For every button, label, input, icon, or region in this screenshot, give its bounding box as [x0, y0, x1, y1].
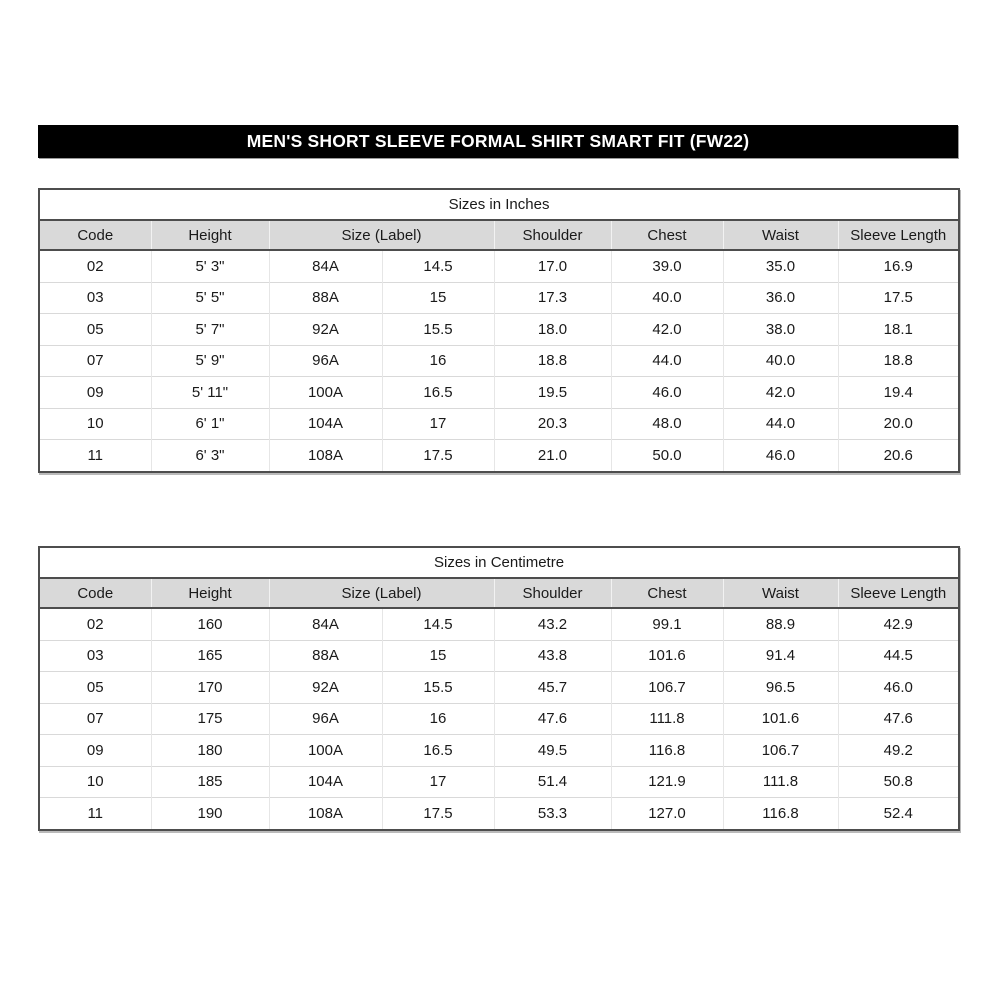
table-cell: 111.8	[611, 703, 723, 735]
table-cell: 40.0	[611, 282, 723, 314]
table-cell: 21.0	[494, 440, 611, 472]
table-cell: 43.2	[494, 608, 611, 640]
table-cell: 46.0	[723, 440, 838, 472]
table-body	[39, 250, 959, 472]
table-cell: 175	[151, 703, 269, 735]
table-cell: 108A	[269, 798, 382, 830]
table-cell: 101.6	[611, 640, 723, 672]
table-row	[39, 766, 959, 798]
table-cell: 96A	[269, 703, 382, 735]
table-cell: 51.4	[494, 766, 611, 798]
table-cell: 49.2	[838, 735, 959, 767]
table-cell: 20.0	[838, 408, 959, 440]
table-cell: 92A	[269, 672, 382, 704]
column-header-sleeve-length: Sleeve Length	[838, 220, 959, 250]
table-cell: 44.0	[611, 345, 723, 377]
table-cell: 5' 9"	[151, 345, 269, 377]
table-cell: 170	[151, 672, 269, 704]
table-cell: 108A	[269, 440, 382, 472]
table-cell: 46.0	[838, 672, 959, 704]
column-header-row	[39, 220, 959, 250]
table-cell: 106.7	[611, 672, 723, 704]
table-cell: 46.0	[611, 377, 723, 409]
table-cell: 160	[151, 608, 269, 640]
table-cell: 44.0	[723, 408, 838, 440]
table-cell: 100A	[269, 377, 382, 409]
table-cell: 16.5	[382, 377, 494, 409]
table-cell: 10	[39, 766, 151, 798]
table-cell: 104A	[269, 766, 382, 798]
table-cell: 07	[39, 703, 151, 735]
table-cell: 100A	[269, 735, 382, 767]
table-row	[39, 282, 959, 314]
table-cell: 19.4	[838, 377, 959, 409]
table-title: Sizes in Inches	[39, 189, 959, 220]
table-cell: 42.0	[723, 377, 838, 409]
table-cell: 52.4	[838, 798, 959, 830]
table-cell: 48.0	[611, 408, 723, 440]
product-title-banner	[38, 125, 958, 158]
column-header-sleeve-length: Sleeve Length	[838, 578, 959, 608]
table-cell: 17.3	[494, 282, 611, 314]
table-cell: 101.6	[723, 703, 838, 735]
table-cell: 45.7	[494, 672, 611, 704]
table-cell: 104A	[269, 408, 382, 440]
table-cell: 16	[382, 345, 494, 377]
table-cell: 20.3	[494, 408, 611, 440]
table-cell: 47.6	[494, 703, 611, 735]
table-cell: 18.8	[838, 345, 959, 377]
table-cell: 17.5	[382, 440, 494, 472]
table-cell: 17.5	[382, 798, 494, 830]
table-cell: 96.5	[723, 672, 838, 704]
table-cell: 43.8	[494, 640, 611, 672]
table-cell: 190	[151, 798, 269, 830]
table-cell: 180	[151, 735, 269, 767]
table-row	[39, 798, 959, 830]
table-cell: 09	[39, 735, 151, 767]
table-cell: 111.8	[723, 766, 838, 798]
table-cell: 17.0	[494, 250, 611, 282]
table-cell: 42.0	[611, 314, 723, 346]
table-cell: 11	[39, 440, 151, 472]
table-row	[39, 345, 959, 377]
table-title: Sizes in Centimetre	[39, 547, 959, 578]
table-cell: 17	[382, 766, 494, 798]
table-body	[39, 608, 959, 830]
table-cell: 6' 3"	[151, 440, 269, 472]
table-cell: 116.8	[723, 798, 838, 830]
table-cell: 05	[39, 314, 151, 346]
table-row	[39, 250, 959, 282]
table-cell: 38.0	[723, 314, 838, 346]
table-cell: 35.0	[723, 250, 838, 282]
table-cell: 15.5	[382, 314, 494, 346]
table-cell: 15	[382, 282, 494, 314]
table-row	[39, 377, 959, 409]
table-cell: 15.5	[382, 672, 494, 704]
table-cell: 49.5	[494, 735, 611, 767]
table-cell: 5' 7"	[151, 314, 269, 346]
table-row	[39, 608, 959, 640]
table-cell: 84A	[269, 608, 382, 640]
table-cell: 88A	[269, 640, 382, 672]
table-cell: 11	[39, 798, 151, 830]
table-title-row	[39, 547, 959, 578]
column-header-shoulder: Shoulder	[494, 578, 611, 608]
table-cell: 5' 5"	[151, 282, 269, 314]
sizes-in-inches-section	[38, 188, 958, 473]
table-cell: 10	[39, 408, 151, 440]
table-cell: 96A	[269, 345, 382, 377]
table-cell: 84A	[269, 250, 382, 282]
column-header-waist: Waist	[723, 578, 838, 608]
sizes-in-centimetre-section	[38, 546, 958, 831]
table-cell: 18.8	[494, 345, 611, 377]
table-cell: 36.0	[723, 282, 838, 314]
table-cell: 121.9	[611, 766, 723, 798]
sizes-in-centimetre-table	[38, 546, 960, 831]
table-cell: 91.4	[723, 640, 838, 672]
table-cell: 44.5	[838, 640, 959, 672]
table-cell: 19.5	[494, 377, 611, 409]
table-cell: 47.6	[838, 703, 959, 735]
table-cell: 17	[382, 408, 494, 440]
column-header-shoulder: Shoulder	[494, 220, 611, 250]
table-cell: 116.8	[611, 735, 723, 767]
column-header-code: Code	[39, 578, 151, 608]
table-cell: 02	[39, 608, 151, 640]
column-header-chest: Chest	[611, 220, 723, 250]
table-cell: 14.5	[382, 250, 494, 282]
table-cell: 03	[39, 640, 151, 672]
table-cell: 03	[39, 282, 151, 314]
table-title-row	[39, 189, 959, 220]
table-cell: 09	[39, 377, 151, 409]
column-header-waist: Waist	[723, 220, 838, 250]
table-cell: 42.9	[838, 608, 959, 640]
table-cell: 20.6	[838, 440, 959, 472]
table-cell: 07	[39, 345, 151, 377]
table-cell: 50.0	[611, 440, 723, 472]
table-cell: 40.0	[723, 345, 838, 377]
column-header-height: Height	[151, 220, 269, 250]
table-cell: 5' 3"	[151, 250, 269, 282]
table-cell: 88A	[269, 282, 382, 314]
table-cell: 15	[382, 640, 494, 672]
table-cell: 165	[151, 640, 269, 672]
column-header-size-label: Size (Label)	[269, 220, 494, 250]
table-cell: 02	[39, 250, 151, 282]
table-cell: 16.9	[838, 250, 959, 282]
table-cell: 185	[151, 766, 269, 798]
column-header-chest: Chest	[611, 578, 723, 608]
table-cell: 106.7	[723, 735, 838, 767]
table-cell: 6' 1"	[151, 408, 269, 440]
table-cell: 39.0	[611, 250, 723, 282]
table-cell: 05	[39, 672, 151, 704]
table-cell: 16	[382, 703, 494, 735]
table-row	[39, 735, 959, 767]
table-cell: 50.8	[838, 766, 959, 798]
table-cell: 14.5	[382, 608, 494, 640]
table-cell: 18.1	[838, 314, 959, 346]
table-cell: 88.9	[723, 608, 838, 640]
column-header-height: Height	[151, 578, 269, 608]
table-row	[39, 314, 959, 346]
table-cell: 53.3	[494, 798, 611, 830]
column-header-row	[39, 578, 959, 608]
table-cell: 92A	[269, 314, 382, 346]
table-row	[39, 408, 959, 440]
table-cell: 18.0	[494, 314, 611, 346]
table-row	[39, 672, 959, 704]
table-row	[39, 640, 959, 672]
table-cell: 5' 11"	[151, 377, 269, 409]
table-cell: 16.5	[382, 735, 494, 767]
column-header-size-label: Size (Label)	[269, 578, 494, 608]
column-header-code: Code	[39, 220, 151, 250]
table-row	[39, 703, 959, 735]
table-cell: 99.1	[611, 608, 723, 640]
table-cell: 17.5	[838, 282, 959, 314]
sizes-in-inches-table	[38, 188, 960, 473]
table-row	[39, 440, 959, 472]
product-title: MEN'S SHORT SLEEVE FORMAL SHIRT SMART FIT (FW22)	[246, 131, 750, 151]
table-cell: 127.0	[611, 798, 723, 830]
